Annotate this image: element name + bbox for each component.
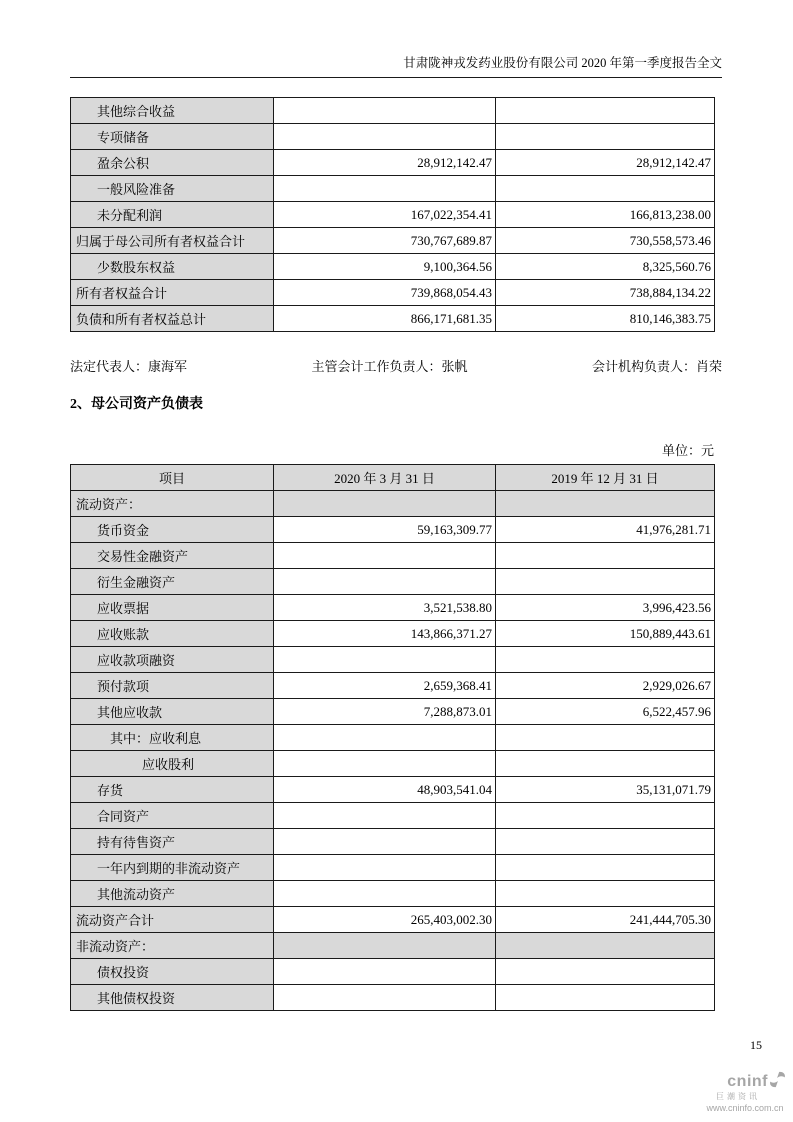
signatories-row bbox=[70, 356, 722, 375]
section-row bbox=[71, 491, 715, 517]
row-label-cell: 应收账款 bbox=[71, 621, 274, 647]
table-row bbox=[71, 228, 715, 254]
table-row bbox=[71, 803, 715, 829]
value-cell-previous: 810,146,383.75 bbox=[496, 306, 715, 332]
table-row bbox=[71, 176, 715, 202]
row-label-cell: 其他应收款 bbox=[71, 699, 274, 725]
table-row bbox=[71, 306, 715, 332]
cninfo-brand-text: cninf bbox=[727, 1072, 768, 1090]
value-cell-previous bbox=[496, 725, 715, 751]
value-cell-current: 48,903,541.04 bbox=[274, 777, 496, 803]
value-cell-previous: 241,444,705.30 bbox=[496, 907, 715, 933]
value-cell-current bbox=[274, 543, 496, 569]
value-cell-current bbox=[274, 725, 496, 751]
value-cell-current bbox=[274, 933, 496, 959]
value-cell-previous: 730,558,573.46 bbox=[496, 228, 715, 254]
value-cell-previous: 8,325,560.76 bbox=[496, 254, 715, 280]
parent-company-balance-sheet-table bbox=[70, 464, 715, 1011]
value-cell-current: 167,022,354.41 bbox=[274, 202, 496, 228]
table-row bbox=[71, 777, 715, 803]
value-cell-current: 2,659,368.41 bbox=[274, 673, 496, 699]
section-title: 2、母公司资产负债表 bbox=[70, 397, 203, 412]
cninfo-url: www.cninfo.com.cn bbox=[706, 1103, 784, 1114]
value-cell-previous: 150,889,443.61 bbox=[496, 621, 715, 647]
table-row bbox=[71, 280, 715, 306]
value-cell-current: 59,163,309.77 bbox=[274, 517, 496, 543]
value-cell-current: 866,171,681.35 bbox=[274, 306, 496, 332]
consolidated-balance-sheet-table bbox=[70, 97, 715, 332]
table-row bbox=[71, 124, 715, 150]
cninfo-logo bbox=[704, 1071, 786, 1114]
row-label-cell: 一般风险准备 bbox=[71, 176, 274, 202]
value-cell-previous: 2,929,026.67 bbox=[496, 673, 715, 699]
table-row bbox=[71, 959, 715, 985]
table-row bbox=[71, 569, 715, 595]
table-row bbox=[71, 595, 715, 621]
row-label-cell: 合同资产 bbox=[71, 803, 274, 829]
value-cell-previous bbox=[496, 98, 715, 124]
row-label-cell: 少数股东权益 bbox=[71, 254, 274, 280]
document-title: 甘肃陇神戎发药业股份有限公司 2020 年第一季度报告全文 bbox=[403, 56, 722, 70]
table-row bbox=[71, 829, 715, 855]
section-row bbox=[71, 933, 715, 959]
row-label-cell: 应收股利 bbox=[71, 751, 274, 777]
table-row bbox=[71, 254, 715, 280]
value-cell-current: 265,403,002.30 bbox=[274, 907, 496, 933]
row-label-cell: 交易性金融资产 bbox=[71, 543, 274, 569]
cninfo-chinese-name: 巨潮资讯 bbox=[716, 1092, 760, 1102]
table-row bbox=[71, 699, 715, 725]
row-label-cell: 未分配利润 bbox=[71, 202, 274, 228]
value-cell-previous bbox=[496, 855, 715, 881]
value-cell-previous bbox=[496, 751, 715, 777]
row-label-cell: 存货 bbox=[71, 777, 274, 803]
value-cell-previous: 3,996,423.56 bbox=[496, 595, 715, 621]
value-cell-current: 3,521,538.80 bbox=[274, 595, 496, 621]
value-cell-current bbox=[274, 647, 496, 673]
page-number: 15 bbox=[750, 1038, 762, 1052]
row-label-cell: 持有待售资产 bbox=[71, 829, 274, 855]
value-cell-previous bbox=[496, 881, 715, 907]
value-cell-current bbox=[274, 829, 496, 855]
table-row bbox=[71, 98, 715, 124]
table-row bbox=[71, 907, 715, 933]
document-header bbox=[70, 0, 722, 78]
value-cell-previous bbox=[496, 985, 715, 1011]
value-cell-previous: 166,813,238.00 bbox=[496, 202, 715, 228]
table-row bbox=[71, 881, 715, 907]
row-label-cell: 负债和所有者权益总计 bbox=[71, 306, 274, 332]
value-cell-current bbox=[274, 985, 496, 1011]
table-row bbox=[71, 751, 715, 777]
table-row bbox=[71, 621, 715, 647]
value-cell-current: 143,866,371.27 bbox=[274, 621, 496, 647]
value-cell-previous bbox=[496, 176, 715, 202]
value-cell-previous: 738,884,134.22 bbox=[496, 280, 715, 306]
table-row bbox=[71, 647, 715, 673]
value-cell-current bbox=[274, 959, 496, 985]
table-row bbox=[71, 673, 715, 699]
row-label-cell: 非流动资产： bbox=[71, 933, 274, 959]
chief-accounting-officer: 主管会计工作负责人：张帆 bbox=[311, 359, 468, 374]
row-label-cell: 一年内到期的非流动资产 bbox=[71, 855, 274, 881]
value-cell-current bbox=[274, 803, 496, 829]
value-cell-previous: 28,912,142.47 bbox=[496, 150, 715, 176]
value-cell-current: 9,100,364.56 bbox=[274, 254, 496, 280]
column-header-item: 项目 bbox=[71, 465, 274, 491]
value-cell-current: 7,288,873.01 bbox=[274, 699, 496, 725]
value-cell-previous bbox=[496, 933, 715, 959]
value-cell-previous bbox=[496, 803, 715, 829]
value-cell-current bbox=[274, 569, 496, 595]
value-cell-current bbox=[274, 751, 496, 777]
row-label-cell: 其他综合收益 bbox=[71, 98, 274, 124]
row-label-cell: 所有者权益合计 bbox=[71, 280, 274, 306]
row-label-cell: 其他流动资产 bbox=[71, 881, 274, 907]
value-cell-previous bbox=[496, 543, 715, 569]
cninfo-swirl-icon bbox=[769, 1071, 786, 1093]
row-label-cell: 衍生金融资产 bbox=[71, 569, 274, 595]
table-row bbox=[71, 150, 715, 176]
value-cell-current bbox=[274, 881, 496, 907]
row-label-cell: 盈余公积 bbox=[71, 150, 274, 176]
value-cell-current: 730,767,689.87 bbox=[274, 228, 496, 254]
value-cell-previous bbox=[496, 647, 715, 673]
value-cell-previous bbox=[496, 829, 715, 855]
row-label-cell: 预付款项 bbox=[71, 673, 274, 699]
row-label-cell: 归属于母公司所有者权益合计 bbox=[71, 228, 274, 254]
value-cell-current: 739,868,054.43 bbox=[274, 280, 496, 306]
legal-representative: 法定代表人：康海军 bbox=[70, 359, 188, 374]
row-label-cell: 货币资金 bbox=[71, 517, 274, 543]
value-cell-previous bbox=[496, 569, 715, 595]
table-row bbox=[71, 517, 715, 543]
unit-label: 单位：元 bbox=[661, 443, 714, 458]
value-cell-previous: 41,976,281.71 bbox=[496, 517, 715, 543]
value-cell-current bbox=[274, 176, 496, 202]
value-cell-current bbox=[274, 491, 496, 517]
row-label-cell: 其中：应收利息 bbox=[71, 725, 274, 751]
table-row bbox=[71, 202, 715, 228]
column-header-current-period: 2020 年 3 月 31 日 bbox=[274, 465, 496, 491]
row-label-cell: 流动资产合计 bbox=[71, 907, 274, 933]
row-label-cell: 债权投资 bbox=[71, 959, 274, 985]
row-label-cell: 流动资产： bbox=[71, 491, 274, 517]
accounting-dept-head: 会计机构负责人：肖荣 bbox=[591, 359, 722, 374]
row-label-cell: 专项储备 bbox=[71, 124, 274, 150]
row-label-cell: 其他债权投资 bbox=[71, 985, 274, 1011]
row-label-cell: 应收款项融资 bbox=[71, 647, 274, 673]
value-cell-previous bbox=[496, 124, 715, 150]
table-header-row bbox=[71, 465, 715, 491]
table-row bbox=[71, 543, 715, 569]
table-row bbox=[71, 855, 715, 881]
value-cell-previous bbox=[496, 491, 715, 517]
table-row bbox=[71, 725, 715, 751]
value-cell-current bbox=[274, 855, 496, 881]
value-cell-previous: 35,131,071.79 bbox=[496, 777, 715, 803]
column-header-previous-period: 2019 年 12 月 31 日 bbox=[496, 465, 715, 491]
value-cell-current bbox=[274, 98, 496, 124]
value-cell-previous: 6,522,457.96 bbox=[496, 699, 715, 725]
value-cell-current bbox=[274, 124, 496, 150]
value-cell-current: 28,912,142.47 bbox=[274, 150, 496, 176]
table-row bbox=[71, 985, 715, 1011]
cninfo-logo-top bbox=[704, 1071, 786, 1093]
value-cell-previous bbox=[496, 959, 715, 985]
row-label-cell: 应收票据 bbox=[71, 595, 274, 621]
